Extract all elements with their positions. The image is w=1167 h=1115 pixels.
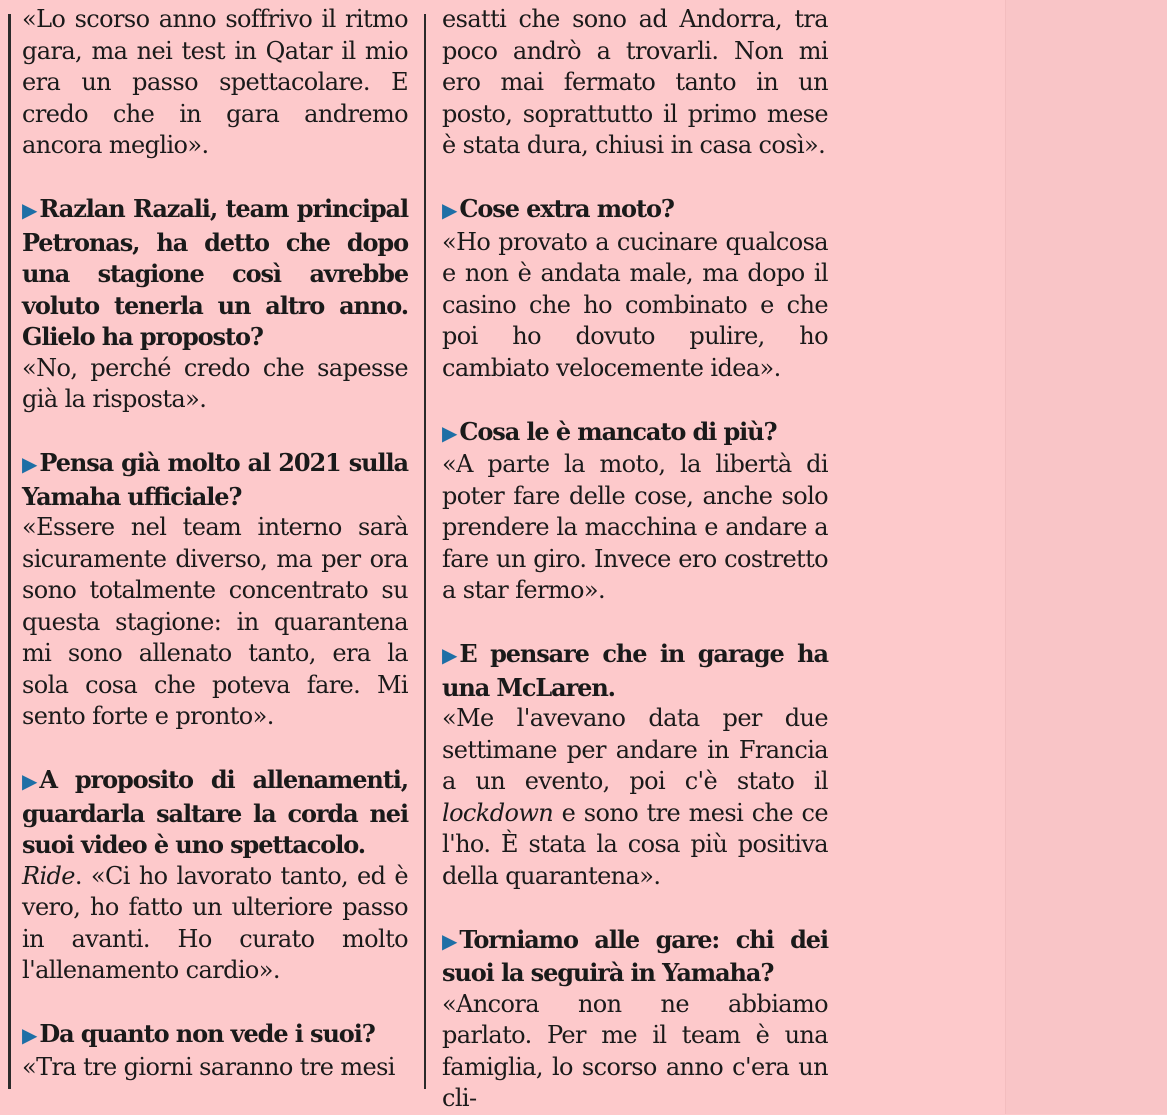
question-text: Razlan Razali, team principal Petronas, ha detto che dopo una stagione così avrebbe voluto tenerla un altro anno. Glielo ha proposto? — [22, 194, 408, 351]
answer-body: . «Ci ho lavorato tanto, ed è vero, ho fatto un ulteriore passo in avanti. Ho curato molto l'allenamento cardio». — [22, 861, 408, 984]
triangle-right-icon: ▶ — [22, 452, 38, 476]
answer-text: «A parte la moto, la libertà di poter fare delle cose, anche solo prendere la macchina e andare a fare un giro. Invece ero costretto a star fermo». — [442, 450, 828, 604]
question-heading — [442, 638, 828, 703]
question-heading — [22, 447, 408, 512]
question-heading — [442, 924, 828, 989]
question-text: Cose extra moto? — [459, 194, 674, 223]
answer-text: «Ho provato a cucinare qualcosa e non è andata male, ma dopo il casino che ho combinato e che poi ho dovuto pulire, ho cambiato velocemente idea». — [442, 227, 828, 382]
triangle-right-icon: ▶ — [442, 420, 458, 445]
answer-text — [22, 861, 408, 987]
question-text: Pensa già molto al 2021 sulla Yamaha ufficiale? — [22, 448, 408, 511]
article-column-1 — [22, 4, 408, 1094]
question-text: Cosa le è mancato di più? — [459, 416, 777, 446]
answer-text: esatti che sono ad Andorra, tra poco andrò a trovarli. Non mi ero mai fermato tanto in un posto, soprattutto il primo mese è stata dura, chiusi in casa così». — [442, 5, 828, 159]
answer-text: «Tra tre giorni saranno tre mesi — [22, 1052, 395, 1081]
answer-body: «Me l'avevano data per due settimane per andare in Francia a un evento, poi c'è stato il — [442, 704, 828, 795]
triangle-right-icon: ▶ — [442, 643, 458, 667]
question-heading — [22, 764, 408, 861]
answer-italic: Ride — [22, 861, 75, 890]
answer-body: e sono tre mesi che ce l'ho. È stata la cosa più positiva della quarantena». — [442, 798, 828, 890]
answer-text: «Ancora non ne abbiamo parlato. Per me il team è una famiglia, lo scorso anno c'era un cli- — [442, 989, 828, 1112]
column-divider-rule — [424, 14, 426, 1089]
triangle-right-icon: ▶ — [442, 198, 458, 222]
answer-text — [442, 703, 828, 892]
right-margin-panel — [1005, 0, 1167, 1114]
question-text: Da quanto non vede i suoi? — [39, 1019, 375, 1048]
question-heading — [442, 416, 828, 450]
question-text: A proposito di allenamenti, guardarla saltare la corda nei suoi video è uno spettacolo. — [22, 765, 408, 859]
triangle-right-icon: ▶ — [442, 928, 458, 953]
answer-text: «Essere nel team interno sarà sicuramente diverso, ma per ora sono totalmente concentrato su questa stagione: in quarantena mi sono allenato tanto, era la sola cosa che poteva fare. Mi sento forte e pronto». — [22, 513, 408, 730]
answer-italic: lockdown — [442, 798, 554, 827]
left-vertical-rule — [8, 14, 11, 1089]
answer-text: «No, perché credo che sapesse già la risposta». — [22, 353, 408, 413]
answer-text: «Lo scorso anno soffrivo il ritmo gara, ma nei test in Qatar il mio era un passo spettacolare. E credo che in gara andremo ancora meglio». — [22, 5, 408, 159]
question-heading — [22, 193, 408, 353]
triangle-right-icon: ▶ — [22, 769, 38, 793]
question-text: Torniamo alle gare: chi dei suoi la seguirà in Yamaha? — [442, 924, 828, 987]
question-heading — [22, 1018, 408, 1052]
question-text: E pensare che in garage ha una McLaren. — [442, 639, 828, 702]
triangle-right-icon: ▶ — [22, 1023, 38, 1047]
triangle-right-icon: ▶ — [22, 198, 38, 222]
question-heading — [442, 193, 828, 227]
article-column-2 — [442, 4, 828, 1112]
